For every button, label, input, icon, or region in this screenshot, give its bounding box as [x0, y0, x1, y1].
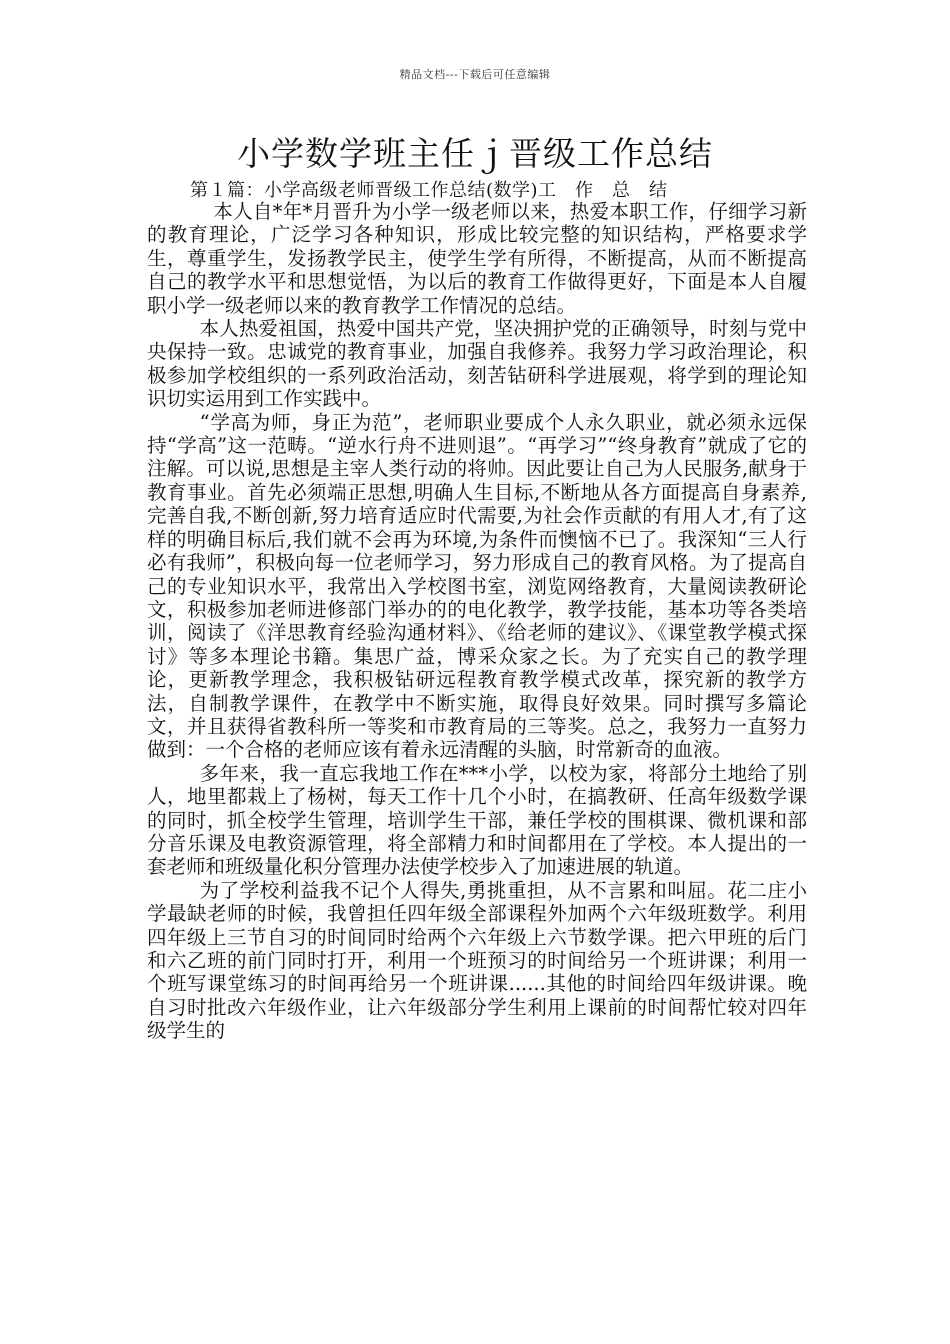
body-text — [147, 200, 807, 1043]
paragraph: 多年来，我一直忘我地工作在***小学，以校为家，将部分土地给了别人，地里都栽上了杨树，每天工作十几个小时，在搞教研、任高年级数学课的同时，抓全校学生管理，培训学生干部，兼任学校的围棋课、微机课和部分音乐课及电教资源管理，将全部精力和时间都用在了学校。本人提出的一套老师和班级量化积分管理办法使学校步入了加速进展的轨道。 — [147, 761, 807, 879]
document-title: 小学数学班主任ｊ晋级工作总结 — [237, 134, 713, 173]
section-subtitle: 第１篇：小学高级老师晋级工作总结(数学)工 作 总 结 — [190, 180, 668, 201]
paragraph: 为了学校利益我不记个人得失,勇挑重担，从不言累和叫屈。花二庄小学最缺老师的时候，我曾担任四年级全部课程外加两个六年级班数学。利用四年级上三节自习的时间同时给两个六年级上六节数学课。把六甲班的后门和六乙班的前门同时打开，利用一个班预习的时间给另一个班讲课；利用一个班写课堂练习的时间再给另一个班讲课......其他的时间给四年级讲课。晚自习时批改六年级作业，让六年级部分学生利用上课前的时间帮忙较对四年级学生的 — [147, 878, 807, 1043]
paragraph: 本人自*年*月晋升为小学一级老师以来，热爱本职工作，仔细学习新的教育理论，广泛学习各种知识，形成比较完整的知识结构，严格要求学生，尊重学生，发扬教学民主，使学生学有所得，不断提高，从而不断提高自己的教学水平和思想觉悟，为以后的教育工作做得更好，下面是本人自履职小学一级老师以来的教育教学工作情况的总结。 — [147, 200, 807, 317]
paragraph: 本人热爱祖国，热爱中国共产党，坚决拥护党的正确领导，时刻与党中央保持一致。忠诚党的教育事业，加强自我修养。我努力学习政治理论，积极参加学校组织的一系列政治活动，刻苦钻研科学进展观，将学到的理论知识切实运用到工作实践中。 — [147, 317, 807, 411]
paragraph: “学高为师，身正为范”，老师职业要成个人永久职业，就必须永远保持“学高”这一范畴。“逆水行舟不进则退”。“再学习”“终身教育”就成了它的注解。可以说,思想是主宰人类行动的将帅。因此要让自己为人民服务,献身于教育事业。首先必须端正思想,明确人生目标,不断地从各方面提高自身素养,完善自我,不断创新,努力培育适应时代需要,为社会作贡献的有用人才,有了这样的明确目标后,我们就不会再为环境,为条件而懊恼不已了。我深知“三人行必有我师”，积极向每一位老师学习，努力形成自己的教育风格。为了提高自己的专业知识水平，我常出入学校图书室，浏览网络教育，大量阅读教研论文，积极参加老师进修部门举办的的电化教学，教学技能，基本功等各类培训，阅读了《洋思教育经验沟通材料》、《给老师的建议》、《课堂教学模式探讨》等多本理论书籍。集思广益，博采众家之长。为了充实自己的教学理论，更新教学理念，我积极钻研远程教育教学模式改革，探究新的教学方法，自制教学课件，在教学中不断实施，取得良好效果。同时撰写多篇论文，并且获得省教科所一等奖和市教育局的三等奖。总之，我努力一直努力做到：一个合格的老师应该有着永远清醒的头脑，时常新奇的血液。 — [147, 410, 807, 762]
header-note: 精品文档---下载后可任意编辑 — [399, 68, 551, 81]
